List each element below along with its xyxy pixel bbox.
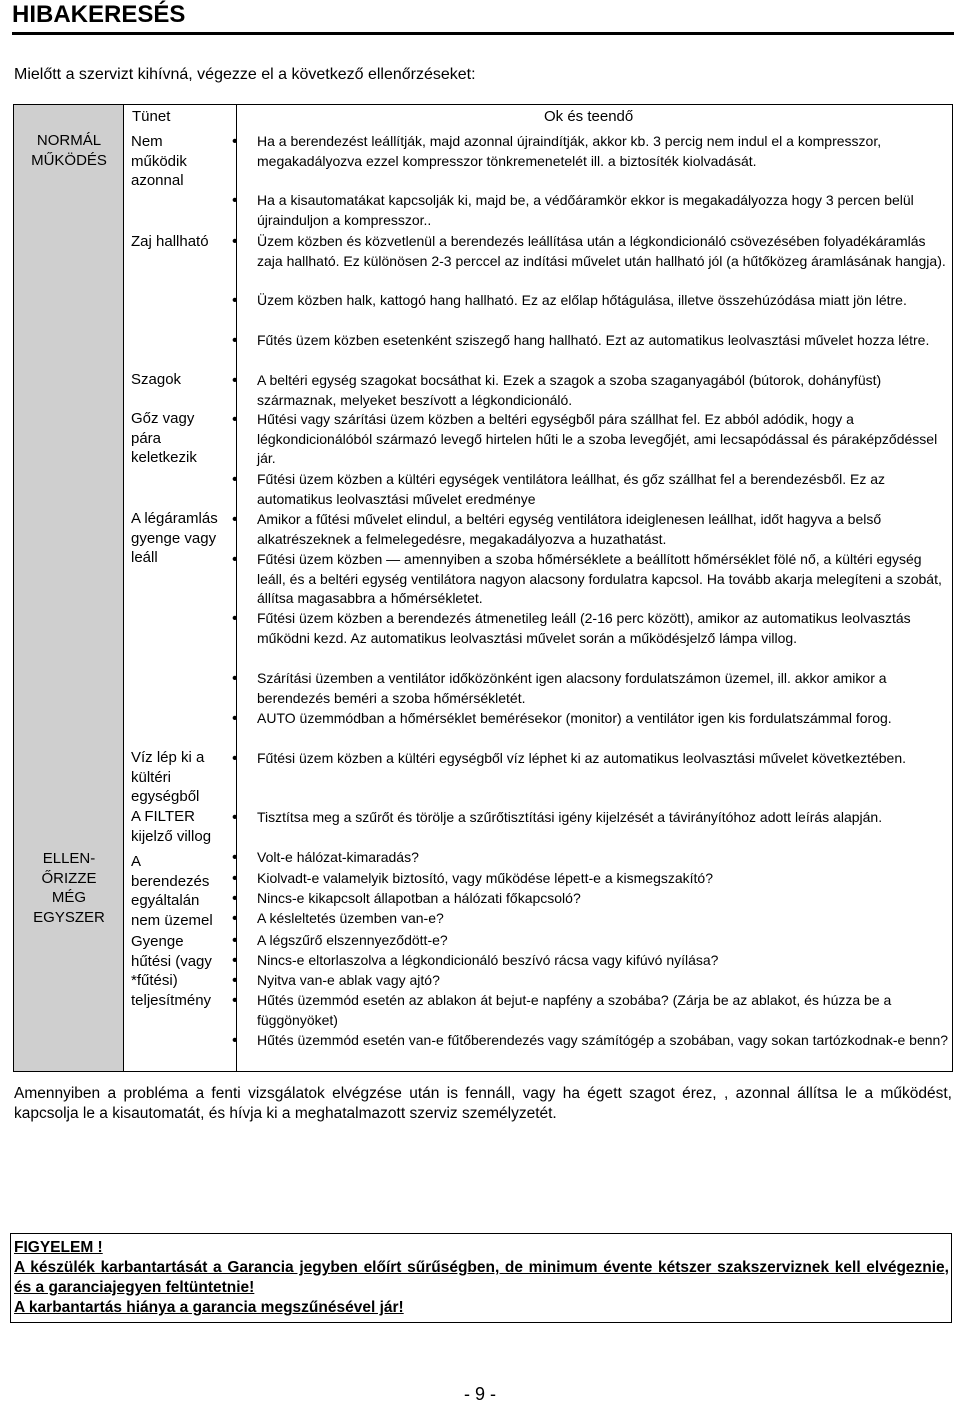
title-underline	[12, 32, 954, 35]
cause-bullet: • Kiolvadt-e valamelyik biztosító, vagy működése lépett-e a kismegszakító?	[257, 869, 949, 889]
cause-bullet: • Volt-e hálózat-kimaradás?	[257, 848, 949, 868]
symptom-cell: Szagok	[131, 371, 182, 388]
symptom-cell: A légáramlás gyenge vagy leáll	[131, 510, 218, 567]
cause-bullet: • Fűtési üzem közben — amennyiben a szoba hőmérséklete a beállított hőmérséklet fölé nő, a kültéri egység leáll, és a beltéri egység ventilátora nagyon alacsony fordulatra kapcsol. Ha tovább akarja melegíteni a szobát, állítsa magasabbra a hőmérsékletet.	[257, 550, 949, 609]
category-normal-operation: NORMÁL MŰKÖDÉS	[31, 132, 107, 169]
cause-bullet: • Nyitva van-e ablak vagy ajtó?	[257, 971, 949, 991]
cause-bullet: • A beltéri egység szagokat bocsáthat ki. Ezek a szagok a szoba szaganyagából (bútorok, dohányfüst) származnak, melyeket beszívott a légkondicionáló.	[257, 371, 949, 410]
cause-bullet: • AUTO üzemmódban a hőmérséklet bemérésekor (monitor) a ventilátor igen kis fordulatszámmal forog.	[257, 709, 949, 729]
cause-bullet: • Fűtési üzem közben a kültéri egységből víz léphet ki az automatikus leolvasztási művelet következtében.	[257, 749, 949, 769]
cause-bullet: • Hűtés üzemmód esetén van-e fűtőberendezés vagy számítógép a szobában, vagy sokan tartózkodnak-e benn?	[257, 1031, 949, 1051]
cause-bullet: • Üzem közben halk, kattogó hang hallható. Ez az előlap hőtágulása, illetve összehúzódása miatt jön létre.	[257, 291, 949, 311]
cause-bullet: • Tisztítsa meg a szűrőt és törölje a szűrőtisztítási igény kijelzését a távirányítóhoz adott leírás alapján.	[257, 808, 949, 828]
intro-text: Mielőtt a szervizt kihívná, végezze el a következő ellenőrzéseket:	[14, 66, 476, 83]
warning-maintenance-text: A készülék karbantartását a Garancia jegyben előírt sűrűségben, de minimum évente kétszer szakszerviznek kell elvégeznie, és a garanciajegyen feltüntetnie!	[14, 1259, 949, 1296]
troubleshooting-table	[13, 104, 953, 1072]
cause-bullet: • Fűtési üzem közben a berendezés átmenetileg leáll (2-16 perc között), amikor az automatikus leolvasztás működni kezd. Az automatikus leolvasztási művelet során a működésjelző lámpa villog.	[257, 609, 949, 648]
warning-guarantee-text: A karbantartás hiánya a garancia megszűnésével jár!	[14, 1299, 404, 1316]
cause-bullet: • Ha a berendezést leállítják, majd azonnal újraindítják, akkor kb. 3 percig nem indul el a kompresszor, megakadályozva ezzel kompresszor tönkremenetelét ill. a biztosíték kiolvadását.	[257, 132, 949, 171]
cause-bullet: • Hűtési vagy szárítási üzem közben a beltéri egységből pára szállhat fel. Ez abból adódik, hogy a légkondicionálóból származó levegő hirtelen hűti le a szoba levegőjét, ami lecsapódással és páraképződéssel jár.	[257, 410, 949, 469]
cause-bullet: • A késleltetés üzemben van-e?	[257, 909, 949, 929]
symptom-cell: Gyenge hűtési (vagy *fűtési) teljesítmény	[131, 933, 212, 1009]
symptom-cell: Gőz vagy pára keletkezik	[131, 410, 197, 467]
page-number: - 9 -	[463, 1384, 496, 1404]
after-check-text: Amennyiben a probléma a fenti vizsgálatok elvégzése után is fennáll, vagy ha égett szagot érez, , azonnal állítsa le a működést, kapcsolja le a kisautomatát, és hívja ki a meghatalmazott szerviz személyzetét.	[14, 1085, 952, 1122]
symptom-cell: A berendezés egyáltalán nem üzemel	[131, 853, 213, 929]
cause-bullet: • Ha a kisautomatákat kapcsolják ki, majd be, a védőáramkör ekkor is megakadályozza hogy 3 percen belül újrainduljon a kompresszor..	[257, 191, 949, 230]
cause-bullet: • Fűtés üzem közben esetenként sziszegő hang hallható. Ezt az automatikus leolvasztási művelet hozza létre.	[257, 331, 949, 351]
cause-bullet: • Hűtés üzemmód esetén az ablakon át bejut-e napfény a szobába? (Zárja be az ablakot, és húzza be a függönyöket)	[257, 991, 949, 1030]
header-symptom: Tünet	[132, 108, 171, 125]
cause-bullet: • A légszűrő elszennyeződött-e?	[257, 931, 949, 951]
header-cause-action: Ok és teendő	[544, 108, 634, 125]
category-column	[14, 105, 124, 1071]
symptom-cell: A FILTER kijelző villog	[131, 808, 212, 845]
symptom-cell: Zaj hallható	[131, 233, 209, 250]
cause-bullet: • Fűtési üzem közben a kültéri egységek ventilátora leállhat, és gőz szállhat fel a berendezésből. Ez az automatikus leolvasztási művelet eredménye	[257, 470, 949, 509]
warning-box	[10, 1233, 952, 1323]
symptom-cell: Nem működik azonnal	[131, 133, 187, 190]
cause-bullet: • Nincs-e kikapcsolt állapotban a hálózati főkapcsoló?	[257, 889, 949, 909]
cause-bullet: • Üzem közben és közvetlenül a berendezés leállítása után a légkondicionáló csövezésében folyadékáramlás zaja hallható. Ez különösen 2-3 perccel az indítási művelet után hallható jól (a hűtőközeg áramlásának hangja).	[257, 232, 949, 271]
page-title: HIBAKERESÉS	[12, 1, 186, 28]
cause-bullet: • Amikor a fűtési művelet elindul, a beltéri egység ventilátora ideiglenesen leállhat, időt hagyva a belső alkatrészeknek a felmelegedésre, megakadályozva a huzathatást.	[257, 510, 949, 549]
symptom-cell: Víz lép ki a kültéri egységből	[131, 749, 205, 806]
category-check-again: ELLEN- ŐRIZZE MÉG EGYSZER	[33, 850, 105, 926]
cause-bullet: • Szárítási üzemben a ventilátor időközönként igen alacsony fordulatszámon üzemel, ill. akkor amikor a berendezés beméri a szoba hőmérsékletét.	[257, 669, 949, 708]
warning-heading: FIGYELEM !	[14, 1239, 103, 1256]
cause-bullet: • Nincs-e eltorlaszolva a légkondicionáló beszívó rácsa vagy kifúvó nyílása?	[257, 951, 949, 971]
